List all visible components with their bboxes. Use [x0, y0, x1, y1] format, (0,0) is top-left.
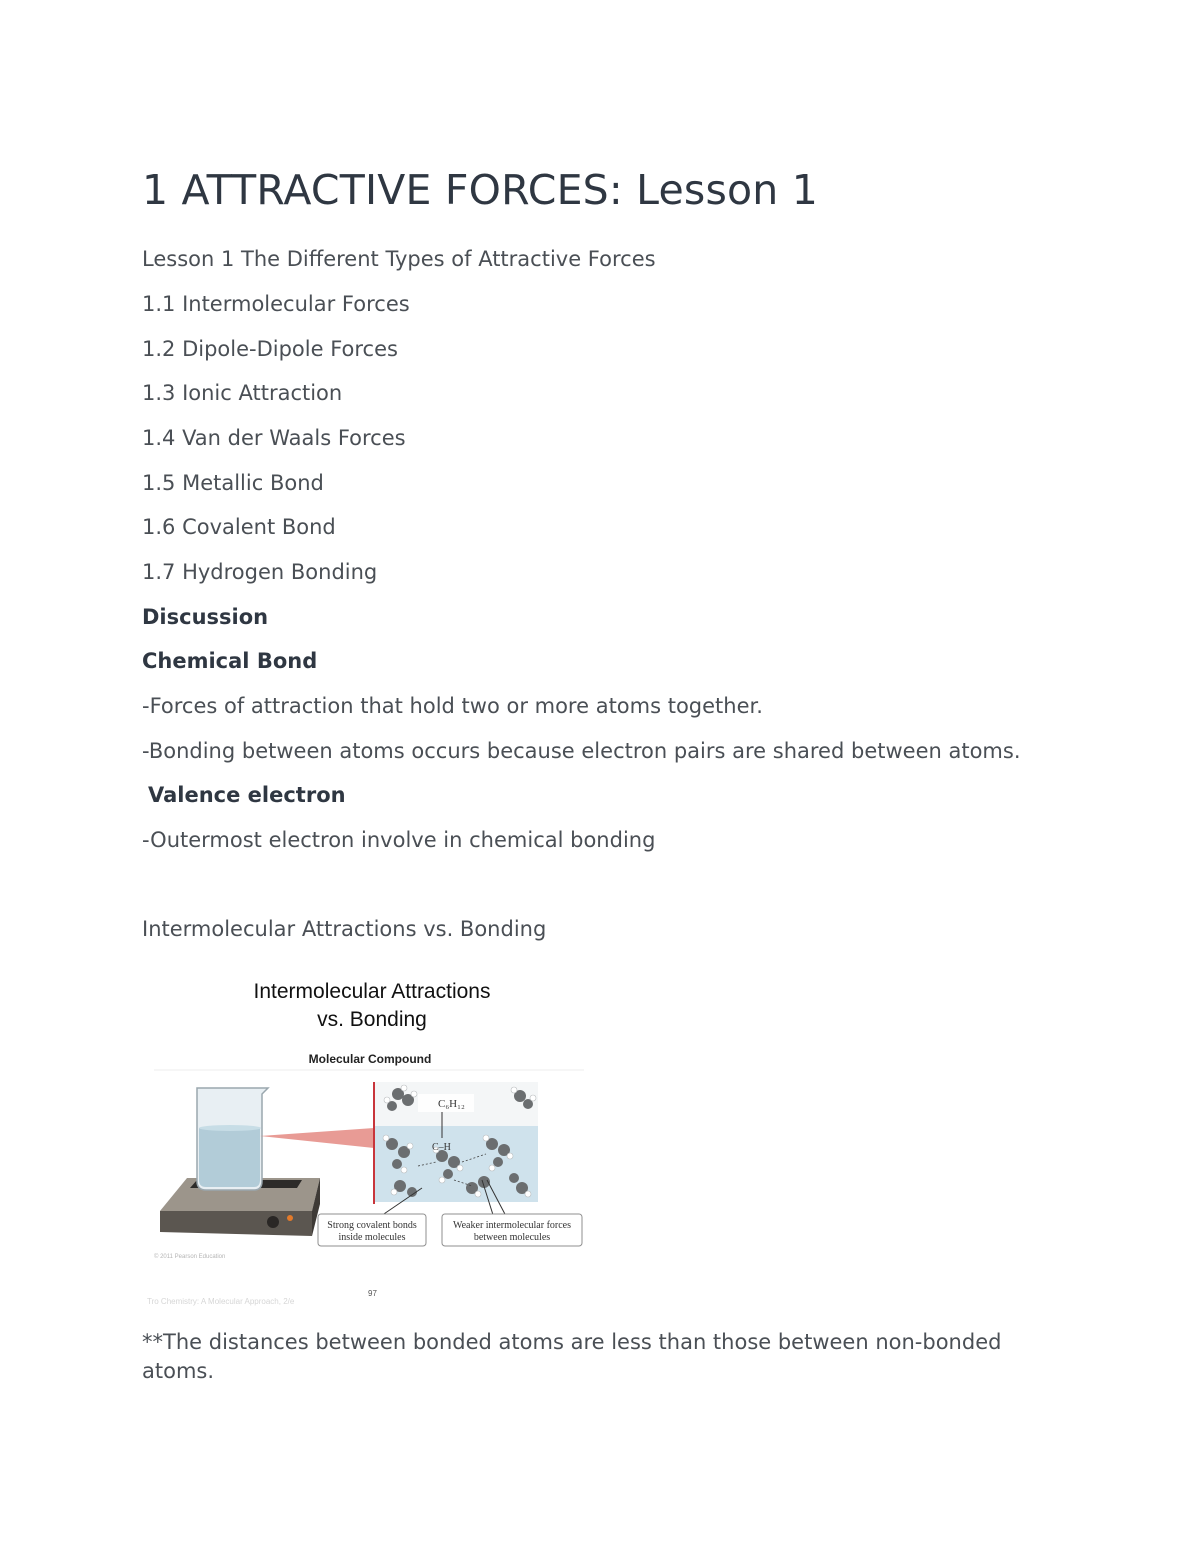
chemical-bond-point-1: -Forces of attraction that hold two or more atoms together. — [142, 694, 763, 718]
label-intermolecular-line1: Weaker intermolecular forces — [452, 1220, 572, 1231]
figure-title-line1: Intermolecular Attractions — [253, 980, 491, 1003]
valence-heading: Valence electron — [148, 783, 346, 807]
chemical-bond-point-2: -Bonding between atoms occurs because electron pairs are shared between atoms. — [142, 739, 1021, 763]
beaker-illustration — [197, 1088, 268, 1190]
label-intermolecular-box — [442, 1214, 582, 1246]
toc-item-1-2: 1.2 Dipole-Dipole Forces — [142, 337, 398, 361]
toc-item-1-4: 1.4 Van der Waals Forces — [142, 426, 406, 450]
discussion-heading: Discussion — [142, 605, 269, 629]
figure-copyright: © 2011 Pearson Education — [154, 1254, 226, 1260]
toc-item-1-6: 1.6 Covalent Bond — [142, 515, 336, 539]
figure-title-line2: vs. Bonding — [317, 1008, 427, 1031]
chemical-bond-heading: Chemical Bond — [142, 649, 318, 673]
figure-caption: Intermolecular Attractions vs. Bonding — [142, 917, 547, 941]
valence-point: -Outermost electron involve in chemical bonding — [142, 828, 656, 852]
callout-formula: C₆H₁₂ — [438, 1098, 465, 1110]
callout-small: C–H — [432, 1142, 451, 1153]
toc-item-1-5: 1.5 Metallic Bond — [142, 471, 324, 495]
figure-svg — [142, 966, 592, 1312]
label-covalent-box — [318, 1214, 426, 1246]
page-title: 1 ATTRACTIVE FORCES: Lesson 1 — [142, 166, 819, 214]
zoom-pointer — [260, 1128, 374, 1148]
intermolecular-figure — [142, 966, 592, 1312]
toc-item-1-3: 1.3 Ionic Attraction — [142, 381, 343, 405]
figure-source: Tro Chemistry: A Molecular Approach, 2/e — [147, 1297, 295, 1306]
label-covalent-line1: Strong covalent bonds — [327, 1220, 417, 1231]
toc-item-1-1: 1.1 Intermolecular Forces — [142, 292, 410, 316]
figure-page-number: 97 — [368, 1289, 377, 1298]
label-covalent-line2: inside molecules — [338, 1232, 406, 1243]
lesson-heading: Lesson 1 The Different Types of Attractive Forces — [142, 247, 656, 271]
figure-subtitle: Molecular Compound — [308, 1052, 432, 1066]
footnote: **The distances between bonded atoms are less than those between non-bonded atoms. — [142, 1330, 1002, 1383]
molecular-view-panel — [374, 1082, 538, 1218]
toc-item-1-7: 1.7 Hydrogen Bonding — [142, 560, 378, 584]
label-intermolecular-line2: between molecules — [473, 1232, 551, 1243]
